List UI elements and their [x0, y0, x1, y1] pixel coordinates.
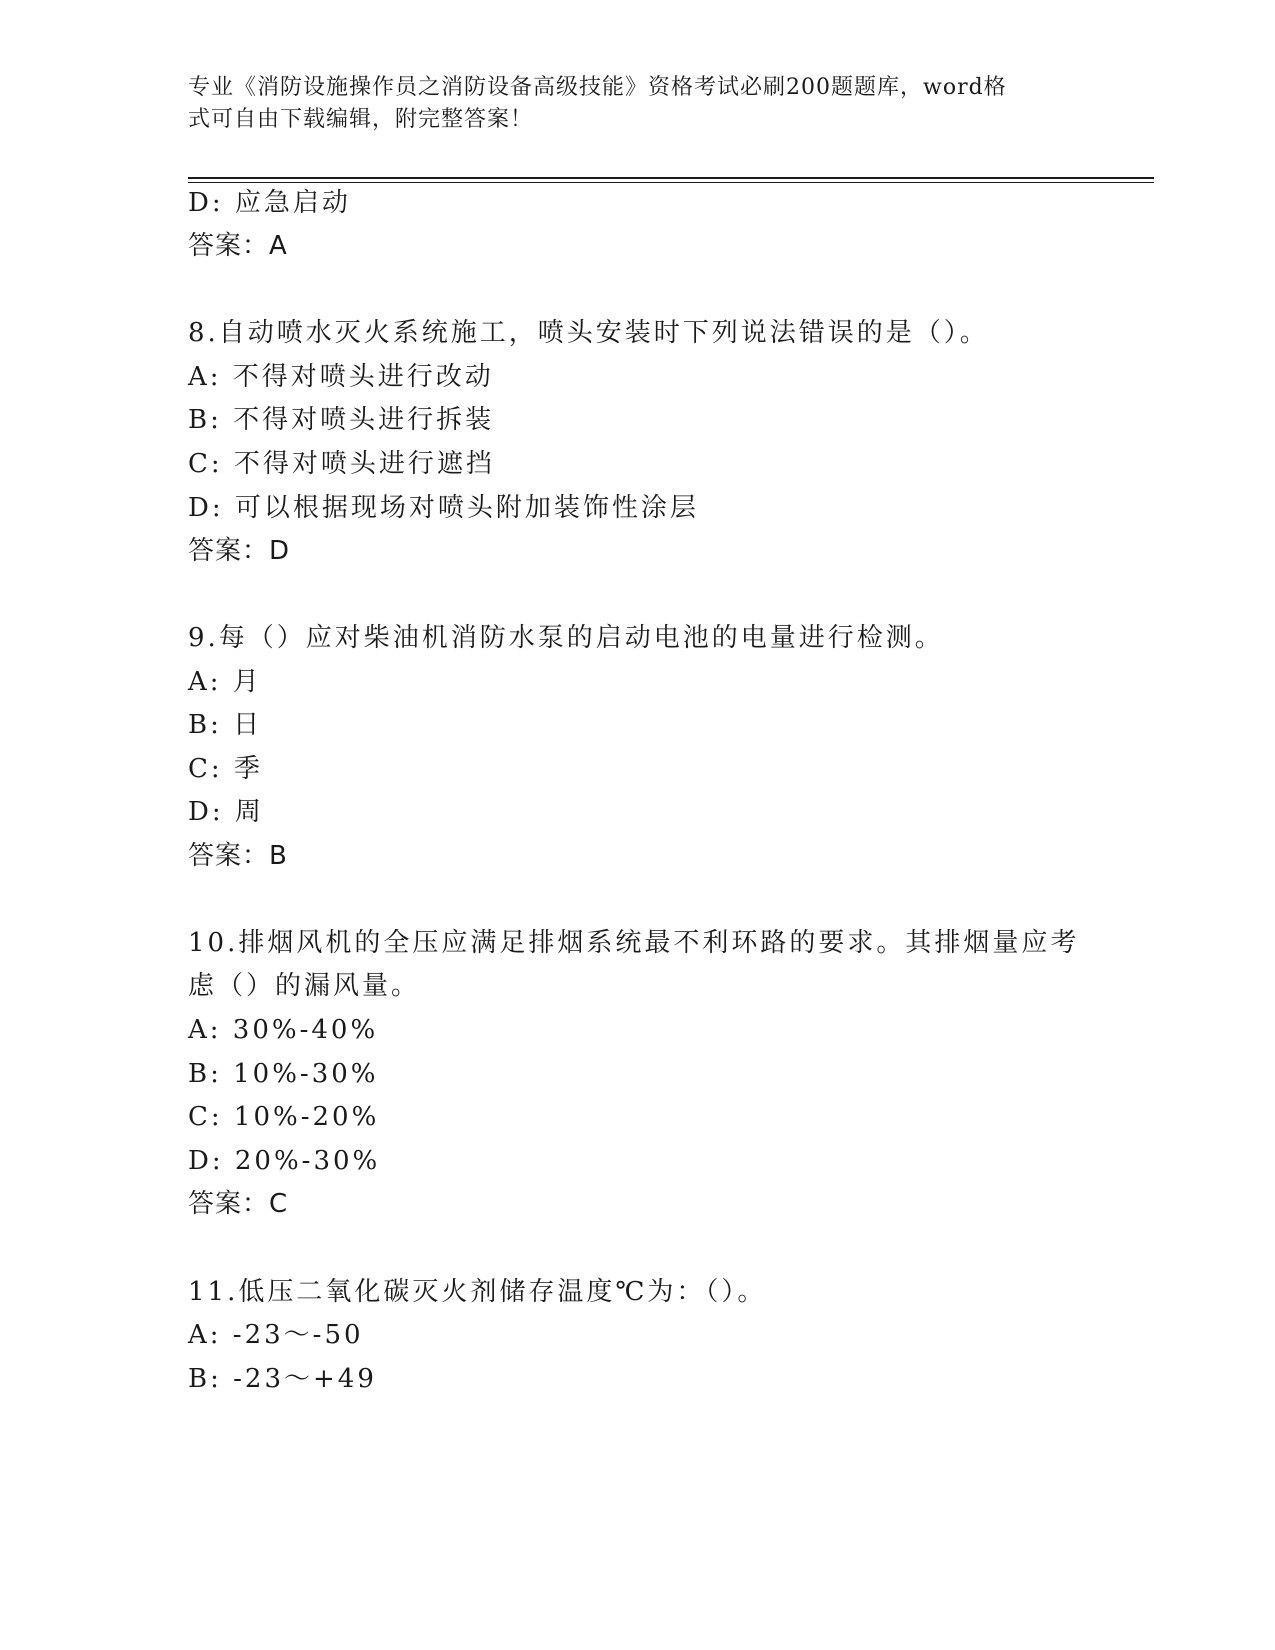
- q8-stem: 8.自动喷水灭火系统施工，喷头安装时下列说法错误的是（）。: [188, 318, 989, 348]
- q11-option-b: B: -23～+49: [188, 1364, 377, 1394]
- q7-answer: 答案：A: [188, 231, 288, 261]
- q10-option-d: D: 20%-30%: [188, 1146, 381, 1176]
- header-divider-thick: [188, 177, 1154, 179]
- q7-option-d: D: 应急启动: [188, 188, 351, 218]
- document-header: [188, 72, 1068, 136]
- q8-option-b: B: 不得对喷头进行拆装: [188, 405, 495, 435]
- q10-stem-line-1: 10.排烟风机的全压应满足排烟系统最不利环路的要求。其排烟量应考: [188, 928, 1080, 958]
- q9-answer: 答案：B: [188, 841, 288, 871]
- q10-answer: 答案：C: [188, 1189, 289, 1219]
- q8-option-d: D: 可以根据现场对喷头附加装饰性涂层: [188, 493, 699, 523]
- header-divider-thin: [188, 182, 1154, 183]
- q9-option-b: B: 日: [188, 710, 263, 740]
- q9-option-c: C: 季: [188, 754, 263, 784]
- q8-option-a: A: 不得对喷头进行改动: [188, 362, 494, 392]
- q10-option-b: B: 10%-30%: [188, 1059, 379, 1089]
- q10-option-a: A: 30%-40%: [188, 1015, 379, 1045]
- q9-option-d: D: 周: [188, 797, 264, 827]
- q8-option-c: C: 不得对喷头进行遮挡: [188, 449, 495, 479]
- q9-stem: 9.每（）应对柴油机消防水泵的启动电池的电量进行检测。: [188, 623, 944, 653]
- header-line-1: 专业《消防设施操作员之消防设备高级技能》资格考试必刷200题题库，word格: [188, 75, 1007, 100]
- q10-stem-line-2: 虑（）的漏风量。: [188, 971, 421, 1001]
- header-line-2: 式可自由下载编辑，附完整答案！: [188, 107, 534, 132]
- q11-option-a: A: -23～-50: [188, 1320, 364, 1350]
- q9-option-a: A: 月: [188, 667, 262, 697]
- q11-stem: 11.低压二氧化碳灭火剂储存温度℃为：（）。: [188, 1277, 767, 1307]
- q10-option-c: C: 10%-20%: [188, 1102, 380, 1132]
- q8-answer: 答案：D: [188, 536, 291, 566]
